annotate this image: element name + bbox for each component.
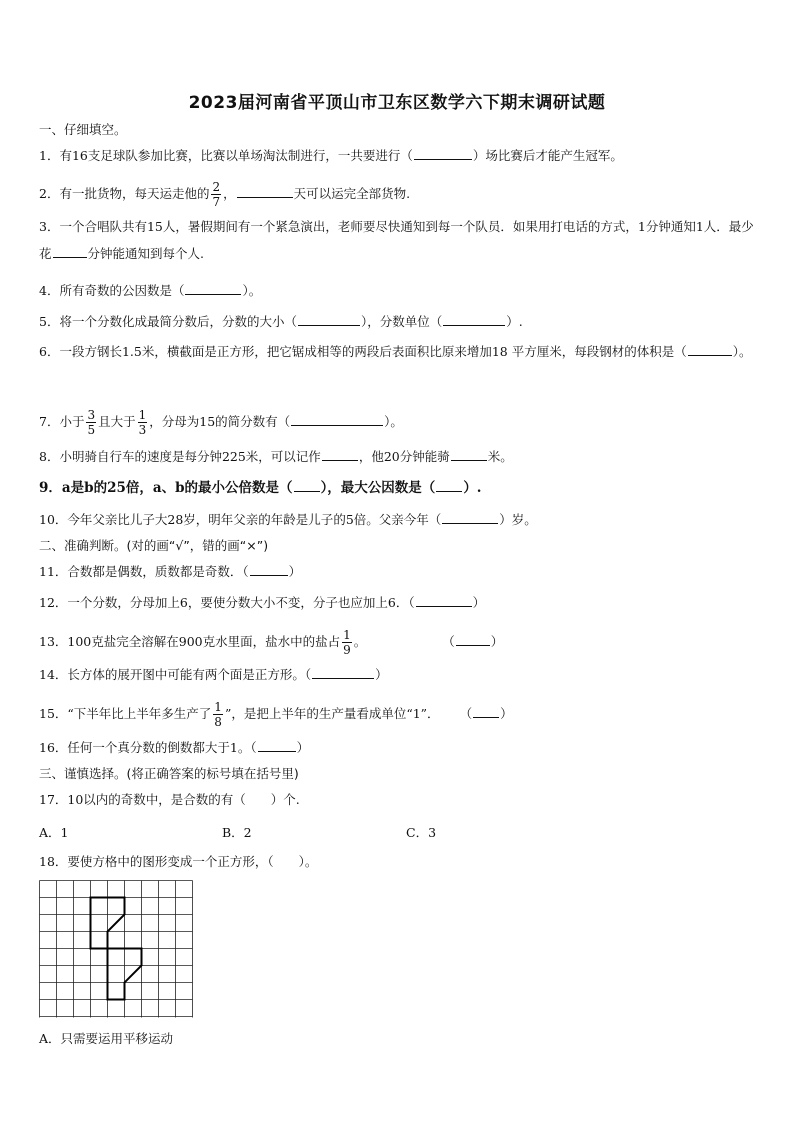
q13-fraction-denominator: 9 bbox=[343, 643, 351, 657]
page-title: 2023届河南省平顶山市卫东区数学六下期末调研试题 bbox=[188, 93, 606, 113]
q7-fraction-lower-numerator: 1 bbox=[138, 408, 147, 422]
q1-answer-blank[interactable] bbox=[414, 146, 472, 160]
q2-fraction-denominator: 7 bbox=[212, 195, 221, 209]
q2-fraction bbox=[211, 180, 221, 209]
q6-text-end: ）。 bbox=[732, 344, 752, 359]
q16-text-end: ） bbox=[296, 740, 310, 755]
q10-answer-blank[interactable] bbox=[442, 510, 498, 524]
square-grid bbox=[39, 880, 195, 1018]
q7-text-end: ）。 bbox=[384, 414, 403, 429]
q5-text-mid: ），分数单位（ bbox=[360, 314, 443, 329]
question-8 bbox=[39, 447, 513, 466]
q15-paren-open: （ bbox=[459, 706, 473, 721]
q8-text: 8．小明骑自行车的速度是每分钟225米，可以记作 bbox=[39, 449, 321, 464]
question-7 bbox=[39, 408, 403, 437]
q15-text: 15．“下半年比上半年多生产了 bbox=[39, 706, 212, 721]
q7-fraction-lower bbox=[138, 408, 148, 437]
q13-paren-open: （ bbox=[442, 634, 455, 649]
q9-text: 9．a是b的25倍，a、b的最小公倍数是（ bbox=[39, 480, 293, 496]
question-5 bbox=[39, 312, 523, 331]
q11-text: 11．合数都是偶数，质数都是奇数．（ bbox=[39, 564, 249, 579]
question-3 bbox=[39, 213, 759, 267]
question-6 bbox=[39, 338, 759, 365]
q17-option-b[interactable]: B．2 bbox=[222, 825, 252, 840]
question-16 bbox=[39, 738, 309, 757]
q7-text-mid: 且大于 bbox=[98, 414, 136, 429]
q17-option-c[interactable]: C．3 bbox=[406, 825, 437, 840]
q6-text: 6．一段方钢长1.5米，横截面是正方形，把它锯成相等的两段后表面积比原来增加18 平方厘米，每段钢材的体积是（ bbox=[39, 344, 687, 359]
q9-answer-blank-1[interactable] bbox=[294, 478, 320, 492]
q1-text: 1．有16支足球队参加比赛，比赛以单场淘汰制进行，一共要进行（ bbox=[39, 148, 413, 163]
q14-text-end: ） bbox=[375, 667, 388, 682]
q16-text: 16．任何一个真分数的倒数都大于1。（ bbox=[39, 740, 257, 755]
q3-answer-blank[interactable] bbox=[53, 244, 87, 258]
q8-answer-blank-2[interactable] bbox=[451, 447, 487, 461]
question-14 bbox=[39, 665, 388, 684]
q16-answer-blank[interactable] bbox=[258, 738, 296, 752]
section-heading-multiple-choice: 三、谨慎选择。(将正确答案的标号填在括号里) bbox=[39, 766, 299, 781]
question-11 bbox=[39, 562, 301, 581]
q8-text-end: 米。 bbox=[487, 449, 513, 464]
q2-text-end: 天可以运完全部货物. bbox=[293, 186, 411, 201]
q5-answer-blank-2[interactable] bbox=[443, 312, 505, 326]
q7-answer-blank[interactable] bbox=[291, 412, 383, 426]
q3-text-end: 分钟能通知到每个人. bbox=[87, 246, 204, 261]
q13-fraction bbox=[342, 628, 352, 657]
q15-paren-close: ） bbox=[500, 706, 513, 721]
q13-fraction-numerator: 1 bbox=[343, 628, 351, 642]
q14-answer-blank[interactable] bbox=[312, 665, 374, 679]
q13-paren-close: ） bbox=[490, 634, 504, 649]
section-heading-fill-in: 一、仔细填空。 bbox=[39, 122, 127, 137]
q11-answer-blank[interactable] bbox=[250, 562, 288, 576]
q18-option-a[interactable]: A．只需要运用平移运动 bbox=[39, 1031, 174, 1046]
q9-answer-blank-2[interactable] bbox=[436, 478, 462, 492]
q15-answer-blank[interactable] bbox=[473, 704, 499, 718]
q7-fraction-upper-numerator: 3 bbox=[87, 408, 96, 422]
q15-fraction-denominator: 8 bbox=[214, 715, 222, 729]
question-13 bbox=[39, 628, 503, 657]
question-18: 18．要使方格中的图形变成一个正方形，（ ）。 bbox=[39, 854, 318, 869]
q2-fraction-numerator: 2 bbox=[212, 180, 221, 194]
q5-answer-blank-1[interactable] bbox=[298, 312, 360, 326]
question-1 bbox=[39, 146, 623, 165]
q3-text: 3．一个合唱队共有15人，暑假期间有一个紧急演出，老师要尽快通知到每一个队员．如果用打电话的方式，1分钟通知1人．最少花 bbox=[39, 219, 754, 261]
q7-fraction-upper-denominator: 5 bbox=[87, 423, 96, 437]
q6-answer-blank[interactable] bbox=[688, 342, 732, 356]
q17-option-a[interactable]: A．1 bbox=[39, 825, 69, 840]
q10-text-end: ）岁。 bbox=[499, 512, 537, 527]
q7-text: 7．小于 bbox=[39, 414, 85, 429]
q12-text-end: ） bbox=[472, 595, 486, 610]
q7-fraction-upper bbox=[86, 408, 96, 437]
q4-answer-blank[interactable] bbox=[185, 281, 241, 295]
q12-answer-blank[interactable] bbox=[416, 593, 472, 607]
q8-text-mid: ，他20分钟能骑 bbox=[358, 449, 450, 464]
q18-grid-figure bbox=[39, 880, 195, 1021]
q15-text-mid: ”，是把上半年的生产量看成单位“1”． bbox=[224, 706, 440, 721]
question-15 bbox=[39, 700, 513, 729]
q11-text-end: ） bbox=[288, 564, 302, 579]
q9-text-mid: ），最大公因数是（ bbox=[320, 480, 436, 496]
q7-text-after: ，分母为15的简分数有（ bbox=[149, 414, 291, 429]
question-10 bbox=[39, 510, 537, 529]
q13-text: 13．100克盐完全溶解在900克水里面，盐水中的盐占 bbox=[39, 634, 341, 649]
q13-answer-blank[interactable] bbox=[456, 632, 490, 646]
q1-text-end: ）场比赛后才能产生冠军。 bbox=[472, 148, 623, 163]
q12-text: 12．一个分数，分母加上6，要使分数大小不变，分子也应加上6．（ bbox=[39, 595, 415, 610]
section-heading-true-false: 二、准确判断。(对的画“√”，错的画“×”) bbox=[39, 538, 269, 553]
q4-text-end: ）。 bbox=[242, 283, 262, 298]
question-9 bbox=[39, 478, 482, 497]
q7-fraction-lower-denominator: 3 bbox=[138, 423, 147, 437]
q2-answer-blank[interactable] bbox=[237, 184, 293, 198]
q2-comma: ， bbox=[223, 186, 236, 201]
q15-fraction bbox=[213, 700, 223, 729]
question-2 bbox=[39, 180, 410, 209]
q5-text-end: ）. bbox=[506, 314, 523, 329]
q10-text: 10．今年父亲比儿子大28岁，明年父亲的年龄是儿子的5倍。父亲今年（ bbox=[39, 512, 442, 527]
q2-text: 2．有一批货物，每天运走他的 bbox=[39, 186, 210, 201]
q5-text: 5．将一个分数化成最简分数后，分数的大小（ bbox=[39, 314, 297, 329]
q14-text: 14．长方体的展开图中可能有两个面是正方形。（ bbox=[39, 667, 312, 682]
q9-text-end: ）. bbox=[463, 480, 482, 496]
q4-text: 4．所有奇数的公因数是（ bbox=[39, 283, 185, 298]
q15-fraction-numerator: 1 bbox=[214, 700, 222, 714]
q8-answer-blank-1[interactable] bbox=[322, 447, 358, 461]
question-12 bbox=[39, 593, 485, 612]
question-4 bbox=[39, 281, 261, 300]
question-17: 17．10以内的奇数中，是合数的有（ ）个. bbox=[39, 792, 300, 807]
q13-period: 。 bbox=[353, 634, 367, 649]
